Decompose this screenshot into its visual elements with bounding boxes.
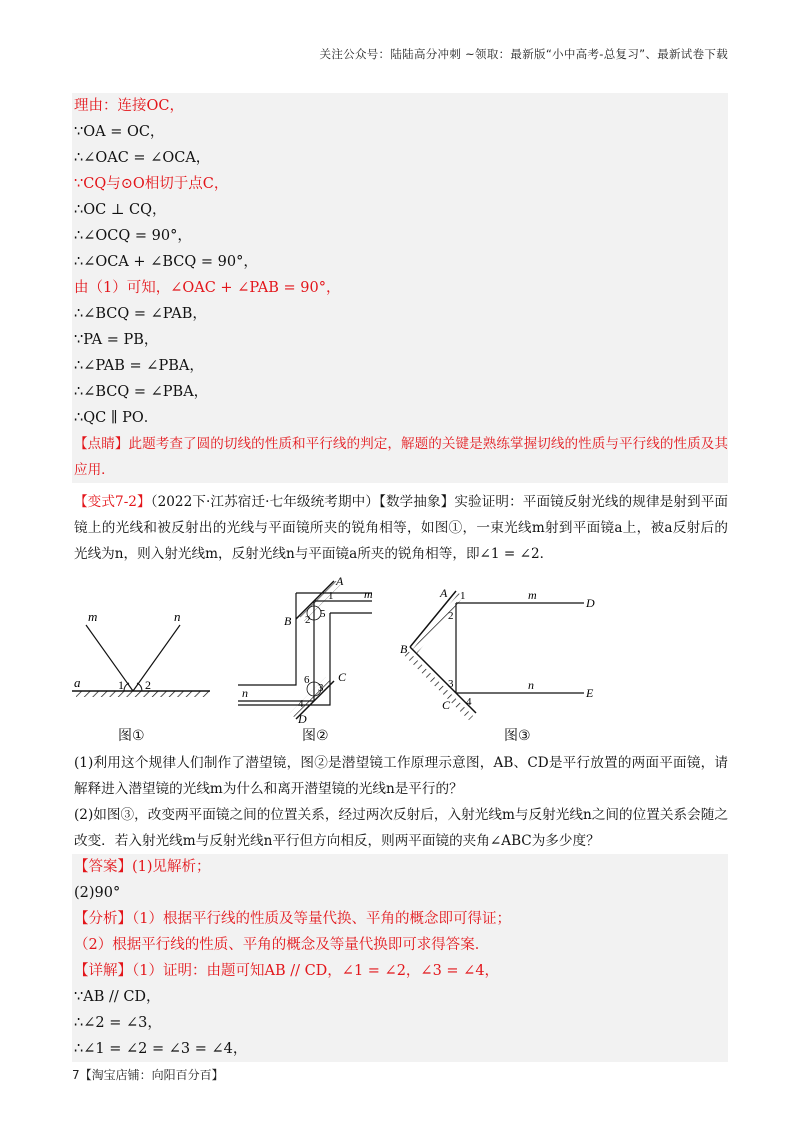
fig3-angle-2: 2 [448, 610, 454, 622]
fig3-label-B: B [400, 642, 408, 656]
fig2-angle-3: 3 [318, 682, 324, 694]
problem-statement [72, 489, 728, 567]
proof-line: ∴∠OCQ = 90°， [74, 228, 192, 244]
fig1-caption: 图① [118, 728, 145, 744]
fig2-angle-4: 4 [298, 698, 304, 710]
proof-line: ∴QC ∥ PO． [74, 410, 159, 426]
comment-paragraph [72, 431, 728, 483]
page-footer: 7【淘宝店铺：向阳百分百】 [72, 1068, 224, 1082]
detail-line-4: ∴∠1 = ∠2 = ∠3 = ∠4， [74, 1041, 248, 1057]
fig3-caption: 图③ [504, 728, 531, 744]
comment-label: 【点睛】 [74, 436, 129, 452]
proof-line: ∴∠PAB = ∠PBA， [74, 358, 204, 374]
problem-text: （2022下·江苏宿迁·七年级统考期中）【数学抽象】实验证明：平面镜反射光线的规律是射到平面镜上的光线和被反射出的光线与平面镜所夹的锐角相等，如图①，一束光线m射到平面镜a上，被a反射后的光线为n，则入射光线m，反射光线n与平面镜a所夹的锐角相等，即∠1 = ∠2． [74, 494, 729, 562]
figure-2-diagram [238, 574, 373, 723]
analysis-label: 【分析】 [74, 911, 132, 927]
fig3-label-E: E [586, 686, 594, 700]
fig3-angle-3: 3 [448, 678, 454, 690]
detail-line-2: ∵AB // CD， [74, 989, 161, 1005]
proof-line: ∴OC ⊥ CQ， [74, 202, 167, 218]
fig1-angle-1: 1 [118, 678, 124, 692]
fig1-label-a: a [74, 675, 81, 690]
fig2-label-D: D [298, 712, 307, 723]
page-content [72, 93, 728, 1062]
comment-text: 此题考查了圆的切线的性质和平行线的判定，解题的关键是熟练掌握切线的性质与平行线的性质及其应用． [74, 436, 729, 478]
fig3-angle-1: 1 [460, 590, 466, 602]
figure-1-diagram [72, 609, 210, 697]
fig3-label-A: A [440, 586, 448, 600]
proof-block [72, 93, 728, 483]
fig3-label-m: m [528, 588, 537, 602]
fig2-label-n: n [242, 686, 248, 700]
answer-label: 【答案】 [74, 859, 132, 875]
proof-line: ∴∠BCQ = ∠PAB， [74, 306, 207, 322]
fig3-label-D: D [586, 596, 595, 610]
fig3-label-C: C [442, 698, 451, 712]
proof-line: ∵OA = OC， [74, 124, 165, 140]
proof-line: ∴∠OCA + ∠BCQ = 90°， [74, 254, 258, 270]
proof-line: ∴∠OAC = ∠OCA， [74, 150, 211, 166]
fig2-angle-5: 5 [320, 608, 326, 620]
analysis-line-2: （2）根据平行线的性质、平角的概念及等量代换即可求得答案． [74, 937, 490, 953]
fig1-label-n: n [174, 609, 181, 624]
question-2: (2)如图③，改变两平面镜之间的位置关系，经过两次反射后，入射光线m与反射光线n之间的位置关系会随之改变．若入射光线m与反射光线n平行但方向相反，则两平面镜的夹角∠ABC为多少度？ [74, 807, 728, 849]
figures-svg [72, 573, 728, 723]
answer-block [72, 854, 728, 1062]
detail-label: 【详解】 [74, 963, 132, 979]
question-1: (1)利用这个规律人们制作了潜望镜，图②是潜望镜工作原理示意图，AB、CD是平行放置的两面平面镜，请解释进入潜望镜的光线m为什么和离开潜望镜的光线n是平行的？ [74, 755, 728, 797]
fig2-label-C: C [338, 670, 347, 684]
fig2-angle-1: 1 [328, 590, 334, 602]
fig3-angle-4: 4 [466, 696, 472, 708]
proof-line: ∵PA = PB， [74, 332, 159, 348]
proof-line: ∴∠BCQ = ∠PBA， [74, 384, 209, 400]
answer-line-2: (2)90° [74, 885, 121, 901]
proof-line: ∵CQ与⊙O相切于点C， [74, 176, 229, 192]
fig2-caption: 图② [302, 728, 329, 744]
fig1-angle-2: 2 [145, 678, 151, 692]
detail-line-3: ∴∠2 = ∠3， [74, 1015, 162, 1031]
fig2-label-m: m [364, 587, 373, 601]
figure-3-diagram [400, 586, 595, 718]
proof-line: 理由：连接OC， [74, 98, 184, 114]
problem-label: 【变式7-2】 [74, 494, 151, 510]
detail-line-1: （1）证明：由题可知AB // CD，∠1 = ∠2，∠3 = ∠4， [132, 963, 500, 979]
fig2-label-B: B [284, 614, 292, 628]
fig2-label-A: A [336, 574, 344, 588]
page-header: 关注公众号：陆陆高分冲刺 ~领取：最新版“小中高考-总复习”、最新试卷下载 [319, 47, 728, 61]
answer-line-1: (1)见解析； [132, 859, 211, 875]
analysis-line-1: （1）根据平行线的性质及等量代换、平角的概念即可得证； [132, 911, 511, 927]
fig1-label-m: m [88, 609, 98, 624]
fig2-angle-2: 2 [305, 614, 311, 626]
proof-lines [72, 93, 728, 431]
fig3-label-n: n [528, 678, 534, 692]
fig2-angle-6: 6 [304, 674, 310, 686]
figures-row [72, 573, 728, 748]
proof-line: 由（1）可知，∠OAC + ∠PAB = 90°， [74, 280, 341, 296]
